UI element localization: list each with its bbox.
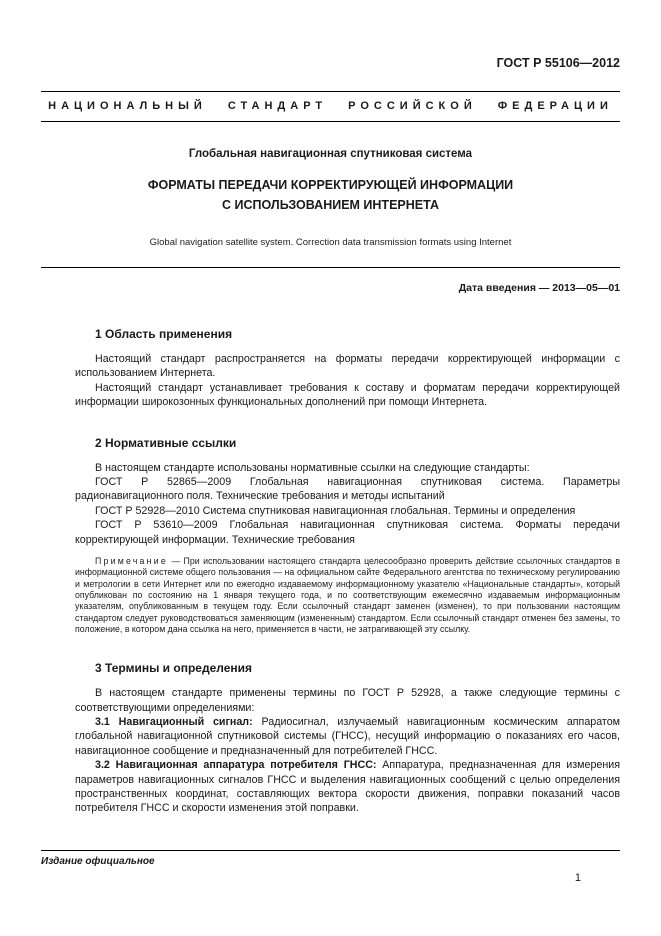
reference-item: ГОСТ Р 53610—2009 Глобальная навигационная спутниковая система. Форматы передачи корректирующей информации. Технические требования <box>75 519 620 546</box>
term-definition <box>75 758 620 816</box>
main-title-line2: С ИСПОЛЬЗОВАНИЕМ ИНТЕРНЕТА <box>222 198 439 212</box>
reference-item: ГОСТ Р 52928—2010 Система спутниковая навигационная глобальная. Термины и определения <box>95 504 576 517</box>
section-1-paragraph: Настоящий стандарт распространяется на форматы передачи корректирующей информации с использованием Интернета. <box>75 353 620 380</box>
section-2-intro: В настоящем стандарте использованы нормативные ссылки на следующие стандарты: <box>95 461 530 474</box>
term-name: Навигационный сигнал: <box>118 715 253 728</box>
english-title: Global navigation satellite system. Correction data transmission formats using Internet <box>149 237 512 248</box>
section-3-intro: В настоящем стандарте применены термины по ГОСТ Р 52928, а также следующие термины с соответствующими определениями: <box>75 687 620 714</box>
section-3-heading: 3 Термины и определения <box>95 661 253 676</box>
term-definition <box>75 715 620 758</box>
term-text: Радиосигнал, излучаемый навигационным космическим аппаратом глобальной навигационной спутниковой системы (ГНСС), несущий информацию о показаниях его часов, навигационное сообщение и предназначенный для потребителей ГНСС. <box>75 715 620 757</box>
header-bottom-rule <box>41 121 620 122</box>
standard-type-banner: НАЦИОНАЛЬНЫЙ СТАНДАРТ РОССИЙСКОЙ ФЕДЕРАЦИИ <box>48 100 613 112</box>
effective-date: Дата введения — 2013—05—01 <box>458 282 620 294</box>
subject-group-title: Глобальная навигационная спутниковая система <box>188 148 473 160</box>
note <box>75 556 620 635</box>
doc-number: ГОСТ Р 55106—2012 <box>496 56 620 70</box>
edition-note: Издание официальное <box>41 856 155 867</box>
page-number: 1 <box>574 872 581 884</box>
term-text: Аппаратура, предназначенная для измерения параметров навигационных сигналов ГНСС и выделения навигационных сообщений с целью определения пространственных координат, составляющих вектора скорости движения, поправки показаний часов потребителя ГНСС и скорости изменения этой поправки. <box>75 759 620 815</box>
document-body <box>75 327 620 816</box>
note-text: — При использовании настоящего стандарта целесообразно проверить действие ссылочных стандартов в информационной системе общего пользования — на официальном сайте Федерального агентства по техническому регулированию и метрологии в сети Интернет или по ежегодно издаваемому информационному указателю «Национальные стандарты», который опубликован по состоянию на 1 января текущего года, и по соответствующим ежемесячно издаваемым информационным указателям, опубликованным в текущем году. Если ссылочный стандарт заменен (изменен), то при пользовании настоящим стандартом следует руководствоваться заменяющим (измененным) стандартом. Если ссылочный стандарт отменен без замены, то положение, в котором дана ссылка на него, применяется в части, не затрагивающей эту ссылку. <box>75 556 620 634</box>
term-number: 3.1 <box>95 715 110 728</box>
section-2-heading: 2 Нормативные ссылки <box>95 435 237 450</box>
term-name: Навигационная аппаратура потребителя ГНСС: <box>115 759 377 772</box>
note-label: Примечание <box>95 556 168 567</box>
section-1-paragraph: Настоящий стандарт устанавливает требования к составу и форматам передачи корректирующей информации широкозонных функциональных дополнений при помощи Интернета. <box>75 381 620 409</box>
term-number: 3.2 <box>95 759 110 772</box>
footer <box>41 850 620 868</box>
main-title <box>41 175 620 215</box>
title-bottom-rule <box>41 267 620 268</box>
reference-item: ГОСТ Р 52865—2009 Глобальная навигационная спутниковая система. Параметры радионавигационного поля. Технические требования и методы испытаний <box>75 476 620 503</box>
footer-rule <box>41 850 620 851</box>
main-title-line1: ФОРМАТЫ ПЕРЕДАЧИ КОРРЕКТИРУЮЩЕЙ ИНФОРМАЦИИ <box>147 178 514 192</box>
section-1-heading: 1 Область применения <box>95 327 233 341</box>
